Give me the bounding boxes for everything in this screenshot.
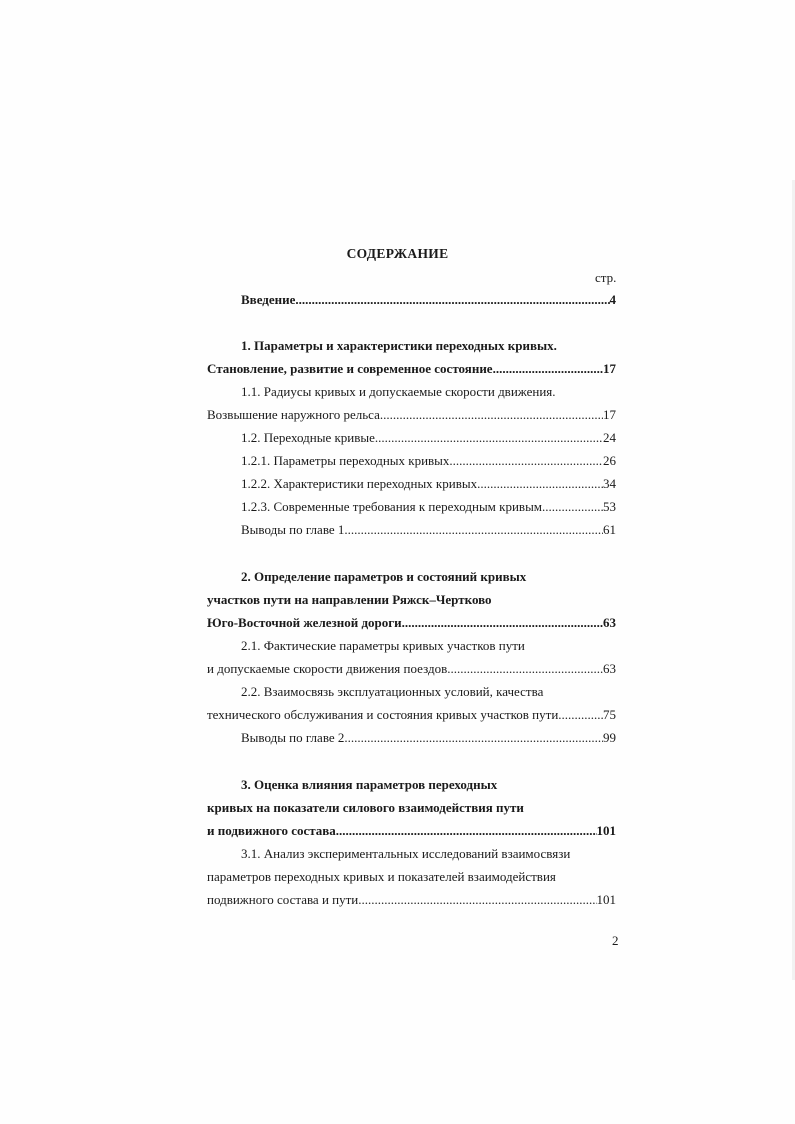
leader-dots bbox=[336, 822, 597, 840]
leader-dots bbox=[375, 429, 603, 447]
toc-conclusions-chapter-1[interactable]: Выводы по главе 1 ..... 61 bbox=[241, 521, 616, 539]
toc-section-2-2[interactable]: технического обслуживания и состояния кривых участков пути ..... 75 bbox=[207, 706, 616, 724]
leader-dots bbox=[344, 521, 603, 539]
page-column-label: стр. bbox=[595, 270, 617, 285]
toc-section-1-2-2[interactable]: 1.2.2. Характеристики переходных кривых ..... 34 bbox=[241, 475, 616, 493]
toc-section-2-1[interactable]: и допускаемые скорости движения поездов ..... 63 bbox=[207, 660, 616, 678]
toc-section-1-2-1[interactable]: 1.2.1. Параметры переходных кривых ..... 26 bbox=[241, 452, 616, 470]
toc-chapter-3[interactable]: и подвижного состава ..... 101 bbox=[207, 822, 616, 840]
toc-chapter-1-line-1: 1. Параметры и характеристики переходных кривых. bbox=[241, 338, 557, 353]
page-title: СОДЕРЖАНИЕ bbox=[346, 246, 449, 261]
leader-dots bbox=[449, 452, 603, 470]
leader-dots bbox=[542, 498, 603, 516]
toc-section-3-1-line-2: параметров переходных кривых и показателей взаимодействия bbox=[207, 869, 556, 884]
toc-section-3-1-line-1: 3.1. Анализ экспериментальных исследований взаимосвязи bbox=[241, 846, 571, 861]
toc-chapter-3-line-2: кривых на показатели силового взаимодействия пути bbox=[207, 800, 524, 815]
toc-chapter-1[interactable]: Становление, развитие и современное состояние ..... 17 bbox=[207, 360, 616, 378]
leader-dots bbox=[493, 360, 603, 378]
toc-chapter-2-line-1: 2. Определение параметров и состояний кривых bbox=[241, 569, 527, 584]
leader-dots bbox=[402, 614, 603, 632]
page-number: 2 bbox=[612, 933, 619, 948]
leader-dots bbox=[295, 291, 609, 309]
toc-chapter-3-line-1: 3. Оценка влияния параметров переходных bbox=[241, 777, 498, 792]
leader-dots bbox=[447, 660, 603, 678]
toc-section-1-1[interactable]: Возвышение наружного рельса ..... 17 bbox=[207, 406, 616, 424]
leader-dots bbox=[477, 475, 603, 493]
toc-section-1-2[interactable]: 1.2. Переходные кривые ..... 24 bbox=[241, 429, 616, 447]
leader-dots bbox=[380, 406, 603, 424]
toc-conclusions-chapter-2[interactable]: Выводы по главе 2 ..... 99 bbox=[241, 729, 616, 747]
toc-section-1-1-line-1: 1.1. Радиусы кривых и допускаемые скорости движения. bbox=[241, 384, 556, 399]
toc-chapter-2[interactable]: Юго-Восточной железной дороги ..... 63 bbox=[207, 614, 616, 632]
leader-dots bbox=[558, 706, 603, 724]
leader-dots bbox=[344, 729, 603, 747]
leader-dots bbox=[358, 891, 596, 909]
toc-section-1-2-3[interactable]: 1.2.3. Современные требования к переходным кривым ..... 53 bbox=[241, 498, 616, 516]
toc-section-3-1[interactable]: подвижного состава и пути ..... 101 bbox=[207, 891, 616, 909]
toc-entry-introduction[interactable]: Введение ..... 4 bbox=[241, 291, 616, 309]
toc-chapter-2-line-2: участков пути на направлении Ряжск–Чертково bbox=[207, 592, 492, 607]
toc-section-2-2-line-1: 2.2. Взаимосвязь эксплуатационных условий, качества bbox=[241, 684, 544, 699]
toc-section-2-1-line-1: 2.1. Фактические параметры кривых участков пути bbox=[241, 638, 525, 653]
